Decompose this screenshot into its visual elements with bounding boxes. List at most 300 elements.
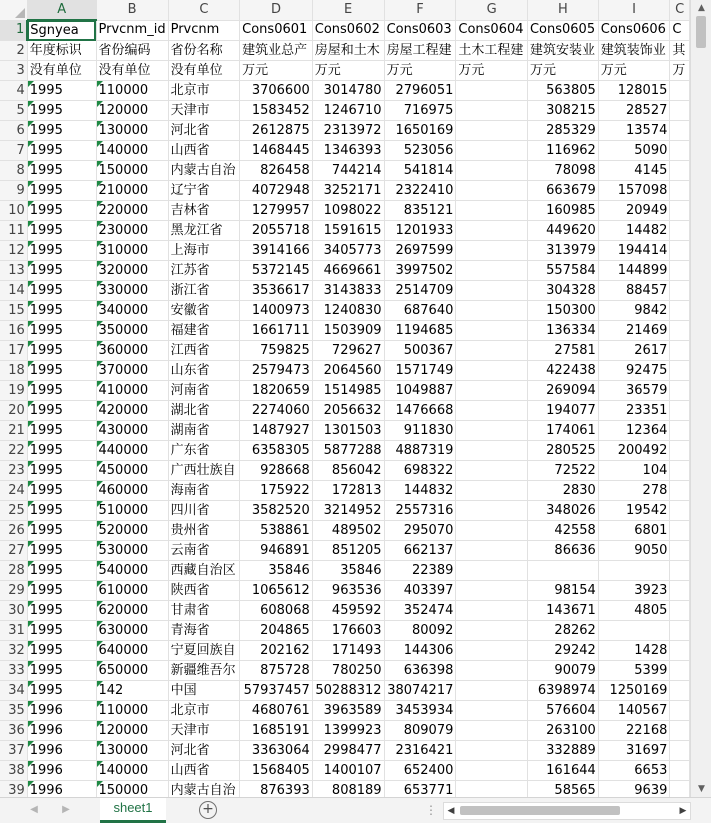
row-header[interactable]: 39 — [0, 781, 27, 798]
cell[interactable]: 557584 — [527, 261, 598, 281]
cell[interactable]: 50288312 — [312, 681, 384, 701]
cell[interactable]: Cons0602 — [312, 20, 384, 41]
cell[interactable]: 269094 — [527, 381, 598, 401]
cell[interactable]: 28262 — [527, 621, 598, 641]
cell[interactable] — [456, 681, 528, 701]
cell[interactable]: 58565 — [527, 781, 598, 798]
cell[interactable]: 530000 — [96, 541, 168, 561]
cell[interactable]: 3706600 — [240, 81, 313, 101]
cell[interactable]: 946891 — [240, 541, 313, 561]
cell[interactable] — [670, 441, 690, 461]
cell[interactable] — [456, 361, 528, 381]
cell[interactable]: 210000 — [96, 181, 168, 201]
cell[interactable]: 9842 — [598, 301, 670, 321]
cell[interactable]: 1995 — [27, 461, 96, 481]
cell[interactable]: 1995 — [27, 681, 96, 701]
cell[interactable]: 没有单位 — [168, 61, 240, 81]
row-header[interactable]: 14 — [0, 281, 27, 301]
tab-split-handle-icon[interactable]: ⋮ — [425, 803, 436, 817]
cell[interactable] — [670, 81, 690, 101]
scroll-down-icon[interactable]: ▼ — [698, 784, 705, 794]
cell[interactable] — [670, 541, 690, 561]
cell[interactable]: 430000 — [96, 421, 168, 441]
cell[interactable]: 2064560 — [312, 361, 384, 381]
cell[interactable]: 5372145 — [240, 261, 313, 281]
row-header[interactable]: 35 — [0, 701, 27, 721]
cell[interactable] — [456, 221, 528, 241]
vertical-scroll-thumb[interactable] — [696, 16, 706, 48]
cell[interactable]: Cons0604 — [456, 20, 528, 41]
row-header[interactable]: 21 — [0, 421, 27, 441]
cell[interactable]: 湖南省 — [168, 421, 240, 441]
cell[interactable]: 1995 — [27, 101, 96, 121]
cell[interactable]: 285329 — [527, 121, 598, 141]
cell[interactable] — [670, 181, 690, 201]
cell[interactable]: 3536617 — [240, 281, 313, 301]
cell[interactable]: 928668 — [240, 461, 313, 481]
cell[interactable]: 2055718 — [240, 221, 313, 241]
cell[interactable] — [456, 581, 528, 601]
row-header[interactable]: 20 — [0, 401, 27, 421]
cell[interactable]: 150000 — [96, 161, 168, 181]
row-header[interactable]: 22 — [0, 441, 27, 461]
cell[interactable]: 万元 — [312, 61, 384, 81]
column-header[interactable]: A — [27, 0, 96, 20]
cell[interactable]: 4805 — [598, 601, 670, 621]
cell[interactable]: 403397 — [384, 581, 456, 601]
cell[interactable]: 28527 — [598, 101, 670, 121]
cell[interactable]: 313979 — [527, 241, 598, 261]
cell[interactable]: 3923 — [598, 581, 670, 601]
cell[interactable]: 云南省 — [168, 541, 240, 561]
cell[interactable]: 安徽省 — [168, 301, 240, 321]
cell[interactable] — [670, 121, 690, 141]
cell[interactable] — [456, 621, 528, 641]
cell[interactable]: 23351 — [598, 401, 670, 421]
cell[interactable]: 1583452 — [240, 101, 313, 121]
cell[interactable]: 6653 — [598, 761, 670, 781]
cell[interactable]: 35846 — [312, 561, 384, 581]
cell[interactable] — [670, 781, 690, 798]
column-header[interactable]: I — [598, 0, 670, 20]
cell[interactable]: 200492 — [598, 441, 670, 461]
cell[interactable] — [670, 401, 690, 421]
cell[interactable]: 2316421 — [384, 741, 456, 761]
cell[interactable]: 144306 — [384, 641, 456, 661]
row-header[interactable]: 11 — [0, 221, 27, 241]
cell[interactable]: C — [670, 20, 690, 41]
cell[interactable]: 万元 — [456, 61, 528, 81]
cell[interactable] — [456, 301, 528, 321]
cell[interactable]: 万元 — [527, 61, 598, 81]
cell[interactable]: 1301503 — [312, 421, 384, 441]
cell[interactable] — [456, 261, 528, 281]
cell[interactable] — [456, 381, 528, 401]
cell[interactable]: 780250 — [312, 661, 384, 681]
cell[interactable]: 北京市 — [168, 701, 240, 721]
cell[interactable]: 161644 — [527, 761, 598, 781]
cell[interactable]: 809079 — [384, 721, 456, 741]
cell[interactable]: 459592 — [312, 601, 384, 621]
cell[interactable]: 489502 — [312, 521, 384, 541]
cell[interactable]: 22389 — [384, 561, 456, 581]
cell[interactable]: Prvcnm — [168, 20, 240, 41]
horizontal-scrollbar[interactable] — [443, 802, 691, 820]
select-all-corner[interactable] — [0, 0, 27, 20]
row-header[interactable]: 26 — [0, 521, 27, 541]
cell[interactable] — [670, 501, 690, 521]
cell[interactable]: 甘肃省 — [168, 601, 240, 621]
cell[interactable]: 1995 — [27, 381, 96, 401]
cell[interactable] — [670, 221, 690, 241]
cell[interactable] — [456, 281, 528, 301]
cell[interactable]: 4887319 — [384, 441, 456, 461]
cell[interactable] — [670, 301, 690, 321]
cell[interactable]: Cons0605 — [527, 20, 598, 41]
cell[interactable]: 3582520 — [240, 501, 313, 521]
cell[interactable]: 2313972 — [312, 121, 384, 141]
row-header[interactable]: 27 — [0, 541, 27, 561]
cell[interactable]: 青海省 — [168, 621, 240, 641]
cell[interactable]: 541814 — [384, 161, 456, 181]
cell[interactable]: 1400107 — [312, 761, 384, 781]
cell[interactable]: 21469 — [598, 321, 670, 341]
cell[interactable]: 98154 — [527, 581, 598, 601]
cell[interactable]: 78098 — [527, 161, 598, 181]
cell[interactable]: 省份名称 — [168, 41, 240, 61]
cell[interactable]: 四川省 — [168, 501, 240, 521]
cell[interactable]: 1476668 — [384, 401, 456, 421]
cell[interactable]: 湖北省 — [168, 401, 240, 421]
cell[interactable]: 1995 — [27, 581, 96, 601]
cell[interactable] — [598, 561, 670, 581]
cell[interactable]: 4072948 — [240, 181, 313, 201]
cell[interactable]: 2697599 — [384, 241, 456, 261]
cell[interactable]: 1995 — [27, 341, 96, 361]
scroll-left-icon[interactable]: ◀ — [447, 806, 455, 816]
column-header[interactable]: E — [312, 0, 384, 20]
cell[interactable] — [670, 141, 690, 161]
row-header[interactable]: 18 — [0, 361, 27, 381]
cell[interactable]: 1240830 — [312, 301, 384, 321]
cell[interactable] — [456, 81, 528, 101]
cell[interactable]: 1995 — [27, 641, 96, 661]
cell[interactable]: 280525 — [527, 441, 598, 461]
cell[interactable]: 海南省 — [168, 481, 240, 501]
cell[interactable] — [456, 181, 528, 201]
cell[interactable]: 963536 — [312, 581, 384, 601]
tab-scroll-right-icon[interactable]: ▶ — [62, 804, 70, 815]
cell[interactable]: 716975 — [384, 101, 456, 121]
cell[interactable]: 352474 — [384, 601, 456, 621]
cell[interactable]: 1194685 — [384, 321, 456, 341]
cell[interactable]: 广西壮族自 — [168, 461, 240, 481]
cell[interactable]: 3997502 — [384, 261, 456, 281]
row-header[interactable]: 15 — [0, 301, 27, 321]
cell[interactable]: Cons0606 — [598, 20, 670, 41]
cell[interactable]: 204865 — [240, 621, 313, 641]
cell[interactable]: 420000 — [96, 401, 168, 421]
cell[interactable]: 1468445 — [240, 141, 313, 161]
cell[interactable] — [456, 481, 528, 501]
cell[interactable]: 没有单位 — [27, 61, 96, 81]
cell[interactable]: 220000 — [96, 201, 168, 221]
row-header[interactable]: 2 — [0, 41, 27, 61]
cell[interactable]: 120000 — [96, 721, 168, 741]
cell[interactable]: 1400973 — [240, 301, 313, 321]
cell[interactable]: 1995 — [27, 201, 96, 221]
cell[interactable] — [670, 701, 690, 721]
cell[interactable]: 1201933 — [384, 221, 456, 241]
cell[interactable]: 826458 — [240, 161, 313, 181]
cell[interactable]: 江苏省 — [168, 261, 240, 281]
cell[interactable]: 2796051 — [384, 81, 456, 101]
cell[interactable] — [670, 421, 690, 441]
cell[interactable]: Cons0601 — [240, 20, 313, 41]
cell[interactable]: 2612875 — [240, 121, 313, 141]
column-header[interactable]: G — [456, 0, 528, 20]
cell[interactable]: 440000 — [96, 441, 168, 461]
cell[interactable]: 140000 — [96, 761, 168, 781]
cell[interactable]: 西藏自治区 — [168, 561, 240, 581]
cell[interactable] — [670, 241, 690, 261]
cell[interactable]: 1996 — [27, 701, 96, 721]
cell[interactable]: 山西省 — [168, 761, 240, 781]
cell[interactable]: 110000 — [96, 701, 168, 721]
cell[interactable]: 河南省 — [168, 381, 240, 401]
cell[interactable]: 天津市 — [168, 101, 240, 121]
cell[interactable] — [670, 341, 690, 361]
cell[interactable]: 35846 — [240, 561, 313, 581]
cell[interactable]: 1995 — [27, 541, 96, 561]
cell[interactable]: 110000 — [96, 81, 168, 101]
cell[interactable]: 630000 — [96, 621, 168, 641]
row-header[interactable]: 28 — [0, 561, 27, 581]
row-header[interactable]: 24 — [0, 481, 27, 501]
cell[interactable]: 856042 — [312, 461, 384, 481]
cell[interactable] — [670, 581, 690, 601]
row-header[interactable]: 31 — [0, 621, 27, 641]
cell[interactable] — [670, 681, 690, 701]
cell[interactable]: 2557316 — [384, 501, 456, 521]
cell[interactable]: 房屋和土木 — [312, 41, 384, 61]
cell[interactable] — [670, 261, 690, 281]
cell[interactable] — [670, 161, 690, 181]
cell[interactable]: 19542 — [598, 501, 670, 521]
row-header[interactable]: 12 — [0, 241, 27, 261]
cell[interactable]: 310000 — [96, 241, 168, 261]
cell[interactable]: 576604 — [527, 701, 598, 721]
cell[interactable]: 3214952 — [312, 501, 384, 521]
cell[interactable]: 1995 — [27, 521, 96, 541]
row-header[interactable]: 8 — [0, 161, 27, 181]
cell[interactable] — [456, 521, 528, 541]
cell[interactable]: 92475 — [598, 361, 670, 381]
cell[interactable] — [456, 461, 528, 481]
row-header[interactable]: 34 — [0, 681, 27, 701]
column-header[interactable]: F — [384, 0, 456, 20]
cell[interactable]: 万元 — [384, 61, 456, 81]
cell[interactable]: 13574 — [598, 121, 670, 141]
cell[interactable] — [456, 701, 528, 721]
cell[interactable]: 460000 — [96, 481, 168, 501]
cell[interactable]: 38074217 — [384, 681, 456, 701]
cell[interactable]: 278 — [598, 481, 670, 501]
cell[interactable]: 450000 — [96, 461, 168, 481]
cell[interactable]: 1995 — [27, 621, 96, 641]
cell[interactable] — [456, 421, 528, 441]
cell[interactable]: 辽宁省 — [168, 181, 240, 201]
cell[interactable]: 14482 — [598, 221, 670, 241]
cell[interactable]: 2322410 — [384, 181, 456, 201]
cell[interactable] — [670, 101, 690, 121]
cell[interactable]: 652400 — [384, 761, 456, 781]
row-header[interactable]: 33 — [0, 661, 27, 681]
cell[interactable] — [670, 761, 690, 781]
cell[interactable]: 3963589 — [312, 701, 384, 721]
cell[interactable] — [670, 381, 690, 401]
cell[interactable]: 5090 — [598, 141, 670, 161]
cell[interactable]: 福建省 — [168, 321, 240, 341]
row-header[interactable]: 6 — [0, 121, 27, 141]
cell[interactable]: 320000 — [96, 261, 168, 281]
cell[interactable]: 835121 — [384, 201, 456, 221]
cell[interactable]: 1995 — [27, 401, 96, 421]
row-header[interactable]: 1 — [0, 20, 27, 41]
cell[interactable]: 1995 — [27, 361, 96, 381]
cell[interactable]: Sgnyea — [27, 20, 96, 41]
cell[interactable] — [456, 441, 528, 461]
cell[interactable]: 360000 — [96, 341, 168, 361]
cell[interactable]: 1820659 — [240, 381, 313, 401]
cell[interactable]: 北京市 — [168, 81, 240, 101]
cell[interactable]: 江西省 — [168, 341, 240, 361]
cell[interactable]: 410000 — [96, 381, 168, 401]
cell[interactable]: 31697 — [598, 741, 670, 761]
cell[interactable]: 浙江省 — [168, 281, 240, 301]
cell[interactable]: 422438 — [527, 361, 598, 381]
cell[interactable]: 吉林省 — [168, 201, 240, 221]
cell[interactable]: 1685191 — [240, 721, 313, 741]
cell[interactable]: 1049887 — [384, 381, 456, 401]
cell[interactable]: 建筑业总产 — [240, 41, 313, 61]
cell[interactable]: 340000 — [96, 301, 168, 321]
cell[interactable]: 1995 — [27, 221, 96, 241]
cell[interactable]: 263100 — [527, 721, 598, 741]
cell[interactable]: 山西省 — [168, 141, 240, 161]
add-sheet-icon[interactable]: + — [199, 801, 217, 819]
cell[interactable]: 1995 — [27, 121, 96, 141]
cell[interactable]: 万元 — [598, 61, 670, 81]
cell[interactable]: 143671 — [527, 601, 598, 621]
cell[interactable]: 610000 — [96, 581, 168, 601]
cell[interactable]: 150000 — [96, 781, 168, 798]
cell[interactable]: 2514709 — [384, 281, 456, 301]
row-header[interactable]: 17 — [0, 341, 27, 361]
cell[interactable]: 1995 — [27, 161, 96, 181]
row-header[interactable]: 13 — [0, 261, 27, 281]
cell[interactable]: 510000 — [96, 501, 168, 521]
cell[interactable]: 1568405 — [240, 761, 313, 781]
cell[interactable]: 1661711 — [240, 321, 313, 341]
cell[interactable]: 759825 — [240, 341, 313, 361]
cell[interactable]: 1995 — [27, 321, 96, 341]
cell[interactable]: 新疆维吾尔 — [168, 661, 240, 681]
cell[interactable] — [670, 461, 690, 481]
cell[interactable]: 4669661 — [312, 261, 384, 281]
cell[interactable]: 144832 — [384, 481, 456, 501]
tab-scroll-left-icon[interactable]: ◀ — [30, 804, 38, 815]
cell[interactable]: 1995 — [27, 301, 96, 321]
cell[interactable] — [456, 161, 528, 181]
cell[interactable] — [670, 741, 690, 761]
cell[interactable]: 1346393 — [312, 141, 384, 161]
cell[interactable]: 449620 — [527, 221, 598, 241]
cell[interactable]: 1995 — [27, 181, 96, 201]
cell[interactable]: 729627 — [312, 341, 384, 361]
cell[interactable]: 1428 — [598, 641, 670, 661]
cell[interactable]: 1995 — [27, 81, 96, 101]
cell[interactable]: 贵州省 — [168, 521, 240, 541]
cell[interactable] — [456, 321, 528, 341]
cell[interactable]: 2998477 — [312, 741, 384, 761]
cell[interactable]: 104 — [598, 461, 670, 481]
cell[interactable] — [670, 621, 690, 641]
cell[interactable]: 5877288 — [312, 441, 384, 461]
cell[interactable] — [456, 661, 528, 681]
cell[interactable]: 72522 — [527, 461, 598, 481]
cell[interactable]: Cons0603 — [384, 20, 456, 41]
cell[interactable] — [456, 101, 528, 121]
cell[interactable]: 650000 — [96, 661, 168, 681]
cell[interactable]: 1098022 — [312, 201, 384, 221]
cell[interactable]: 1250169 — [598, 681, 670, 701]
cell[interactable]: 陕西省 — [168, 581, 240, 601]
cell[interactable]: 20949 — [598, 201, 670, 221]
row-header[interactable]: 37 — [0, 741, 27, 761]
cell[interactable]: 2056632 — [312, 401, 384, 421]
cell[interactable] — [456, 241, 528, 261]
cell[interactable]: 230000 — [96, 221, 168, 241]
cell[interactable]: 1995 — [27, 501, 96, 521]
cell[interactable]: 1995 — [27, 481, 96, 501]
cell[interactable]: 内蒙古自治 — [168, 161, 240, 181]
cell[interactable]: 636398 — [384, 661, 456, 681]
cell[interactable] — [456, 121, 528, 141]
cell[interactable]: 57937457 — [240, 681, 313, 701]
cell[interactable] — [670, 521, 690, 541]
scroll-right-icon[interactable]: ▶ — [679, 806, 687, 816]
cell[interactable]: 3914166 — [240, 241, 313, 261]
vertical-scrollbar[interactable] — [690, 0, 711, 797]
cell[interactable]: 中国 — [168, 681, 240, 701]
cell[interactable]: 黑龙江省 — [168, 221, 240, 241]
cell[interactable]: 140567 — [598, 701, 670, 721]
cell[interactable]: 608068 — [240, 601, 313, 621]
cell[interactable] — [456, 761, 528, 781]
cell[interactable]: 天津市 — [168, 721, 240, 741]
cell[interactable]: 911830 — [384, 421, 456, 441]
cell[interactable]: 3143833 — [312, 281, 384, 301]
cell[interactable]: 194077 — [527, 401, 598, 421]
cell[interactable]: 2617 — [598, 341, 670, 361]
cell[interactable]: 3405773 — [312, 241, 384, 261]
cell[interactable]: 116962 — [527, 141, 598, 161]
cell[interactable]: 42558 — [527, 521, 598, 541]
cell[interactable] — [456, 201, 528, 221]
scroll-up-icon[interactable]: ▲ — [698, 3, 705, 13]
cell[interactable]: 350000 — [96, 321, 168, 341]
